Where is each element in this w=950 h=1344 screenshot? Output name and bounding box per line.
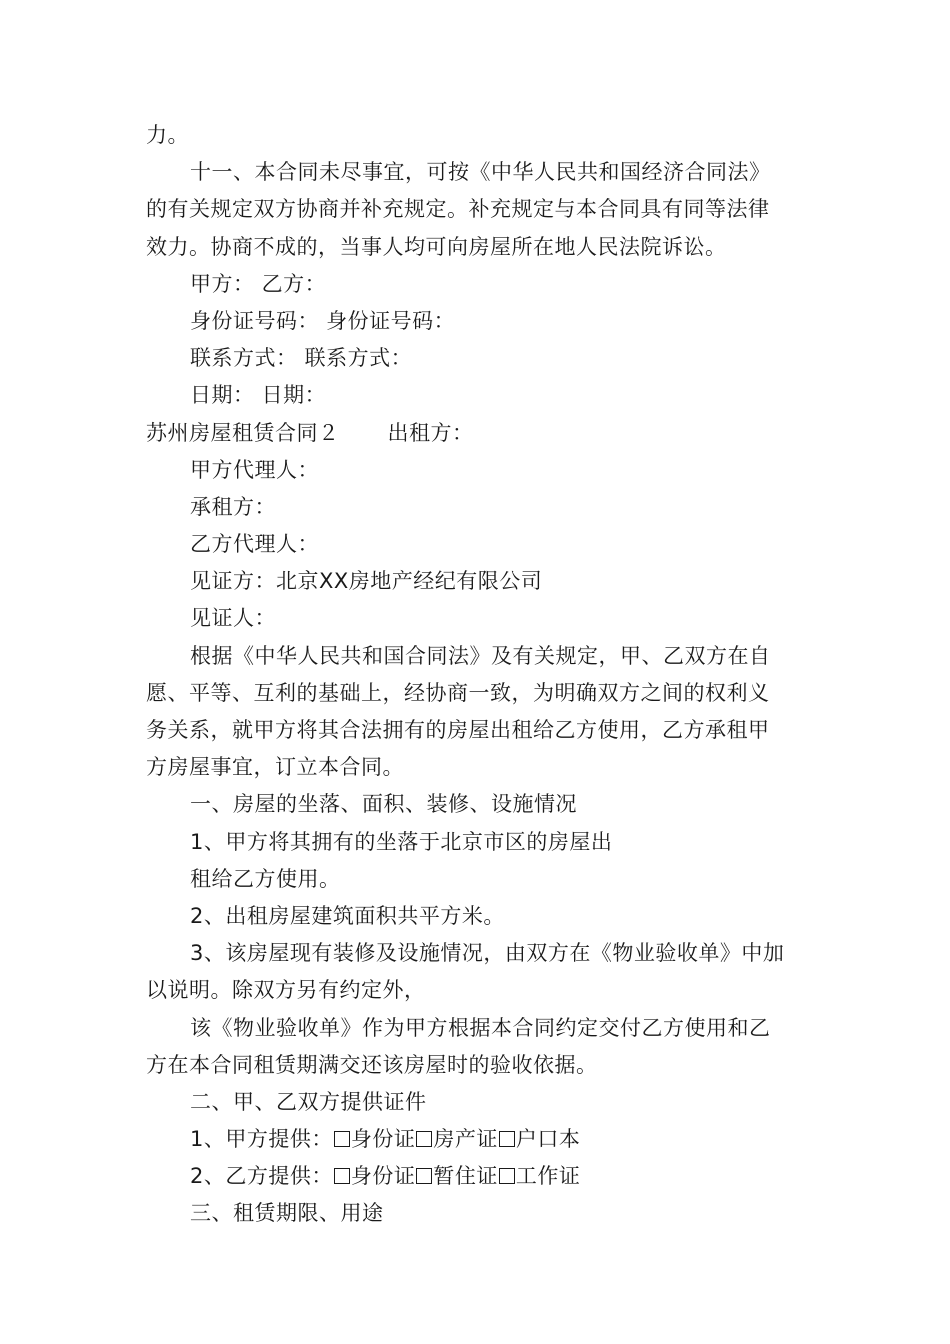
document-option: 身份证 bbox=[350, 1164, 416, 1189]
preamble-line: 愿、平等、互利的基础上，经协商一致，为明确双方之间的权利义 bbox=[146, 680, 770, 705]
preamble-line: 务关系，就甲方将其合法拥有的房屋出租给乙方使用，乙方承租甲 bbox=[146, 718, 770, 742]
signature-party: 甲方： 乙方： bbox=[190, 271, 327, 296]
signature-contact: 联系方式： 联系方式： bbox=[190, 346, 413, 371]
checkbox-icon bbox=[416, 1131, 432, 1147]
party-a-documents bbox=[146, 1121, 806, 1158]
checkbox-icon bbox=[334, 1131, 350, 1147]
section-1-item-3: 3、该房屋现有装修及设施情况，由双方在《物业验收单》中加 bbox=[190, 941, 785, 966]
section-1-item-2: 2、出租房屋建筑面积共平方米。 bbox=[190, 903, 505, 928]
party-b-documents bbox=[146, 1158, 806, 1195]
lessee-label: 承租方： bbox=[190, 494, 276, 519]
signature-date: 日期： 日期： bbox=[190, 383, 327, 408]
document-body bbox=[146, 117, 806, 1233]
section-1-title: 一、房屋的坐落、面积、装修、设施情况 bbox=[190, 792, 577, 817]
clause-11-line: 效力。协商不成的，当事人均可向房屋所在地人民法院诉讼。 bbox=[146, 234, 727, 259]
section-2-title: 二、甲、乙双方提供证件 bbox=[190, 1089, 427, 1114]
preamble-line: 根据《中华人民共和国合同法》及有关规定，甲、乙双方在自 bbox=[190, 643, 771, 668]
document-option: 户口本 bbox=[515, 1127, 581, 1152]
checkbox-icon bbox=[499, 1131, 515, 1147]
section-1-item-4: 该《物业验收单》作为甲方根据本合同约定交付乙方使用和乙 bbox=[190, 1015, 771, 1040]
section-1-item-3-cont: 以说明。除双方另有约定外， bbox=[146, 978, 426, 1003]
document-option: 房产证 bbox=[433, 1127, 498, 1152]
witness-person: 见证人： bbox=[190, 606, 276, 631]
section-1-item-1: 1、甲方将其拥有的坐落于北京市区的房屋出 bbox=[190, 829, 613, 854]
party-a-agent: 甲方代理人： bbox=[190, 457, 319, 482]
preamble-line: 方房屋事宜，订立本合同。 bbox=[146, 755, 404, 780]
clause-11-line: 十一、本合同未尽事宜，可按《中华人民共和国经济合同法》 bbox=[190, 160, 771, 185]
contract-title: 苏州房屋租赁合同２ bbox=[146, 420, 340, 445]
paragraph-line: 力。 bbox=[146, 123, 189, 147]
checkbox-icon bbox=[334, 1168, 350, 1184]
contract-heading-line bbox=[146, 415, 806, 452]
witness-party: 见证方：北京XX房地产经纪有限公司 bbox=[190, 569, 543, 594]
checkbox-icon bbox=[416, 1168, 432, 1184]
document-option: 暂住证 bbox=[433, 1164, 498, 1189]
party-b-documents-label: 2、乙方提供： bbox=[190, 1164, 333, 1189]
lessor-label: 出租方： bbox=[387, 420, 474, 445]
section-1-item-1-cont: 租给乙方使用。 bbox=[190, 866, 341, 891]
party-b-agent: 乙方代理人： bbox=[190, 532, 319, 557]
party-a-documents-label: 1、甲方提供： bbox=[190, 1127, 333, 1152]
document-option: 身份证 bbox=[350, 1127, 416, 1152]
signature-id: 身份证号码： 身份证号码： bbox=[190, 308, 456, 333]
document-option: 工作证 bbox=[515, 1164, 581, 1189]
section-3-title: 三、租赁期限、用途 bbox=[190, 1201, 384, 1226]
section-1-item-4-cont: 方在本合同租赁期满交还该房屋时的验收依据。 bbox=[146, 1052, 598, 1077]
checkbox-icon bbox=[499, 1168, 515, 1184]
clause-11-line: 的有关规定双方协商并补充规定。补充规定与本合同具有同等法律 bbox=[146, 197, 770, 222]
